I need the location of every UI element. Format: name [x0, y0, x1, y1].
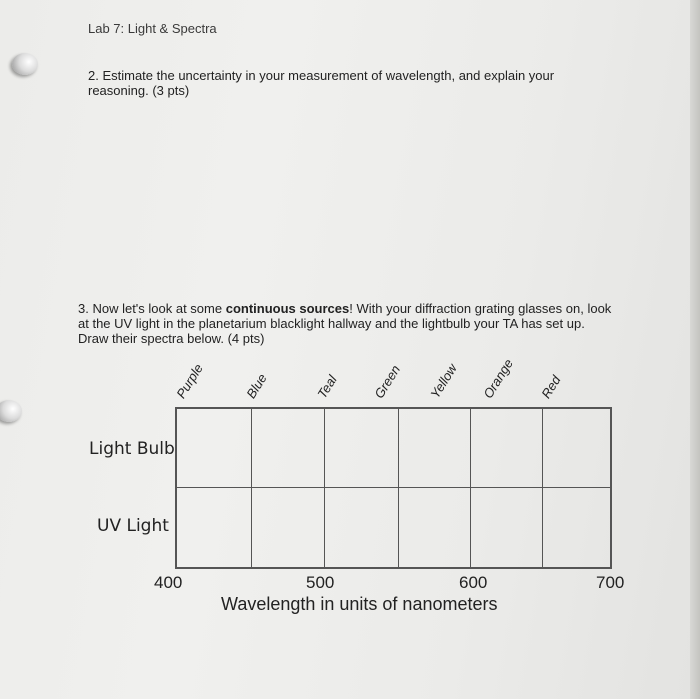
color-label-teal: Teal [314, 372, 340, 401]
lab-title: Lab 7: Light & Spectra [88, 21, 217, 36]
page-edge [690, 0, 700, 699]
row-label-uv-light: UV Light [97, 516, 169, 536]
color-label-green: Green [371, 362, 404, 401]
spectrum-grid [175, 407, 612, 569]
drawing-cell-uv-light[interactable] [177, 489, 610, 567]
color-label-blue: Blue [243, 370, 270, 401]
question-3-suffix: ! With your diffraction grating glasses on, look at the UV light in the planetarium blacklight hallway and the lightbulb your TA has set up. Draw their spectra below. (4 pts) [78, 301, 612, 346]
tick-label-700: 700 [596, 573, 625, 592]
color-label-red: Red [538, 372, 564, 401]
binder-ring-top [12, 53, 38, 75]
question-3-bold: continuous sources [225, 301, 350, 316]
row-label-light-bulb: Light Bulb [89, 439, 175, 459]
drawing-cell-light-bulb[interactable] [177, 409, 610, 487]
color-label-yellow: Yellow [427, 361, 460, 401]
question-3-prefix: 3. Now let's look at some [78, 301, 226, 316]
grid-row-divider [177, 487, 610, 488]
color-label-purple: Purple [173, 361, 206, 401]
question-3-text [78, 301, 618, 346]
question-2-text: 2. Estimate the uncertainty in your measurement of wavelength, and explain your reasoning. (3 pts) [88, 68, 555, 98]
tick-label-600: 600 [459, 573, 488, 592]
x-axis-title: Wavelength in units of nanometers [221, 594, 498, 614]
color-label-orange: Orange [480, 356, 516, 401]
tick-label-400: 400 [154, 573, 183, 592]
tick-label-500: 500 [306, 573, 335, 592]
